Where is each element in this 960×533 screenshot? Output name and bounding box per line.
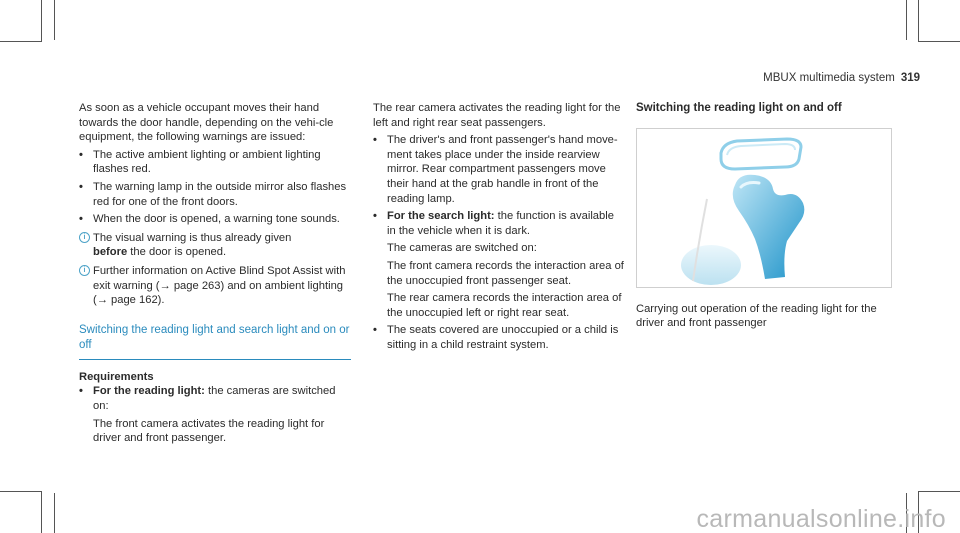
illustration-caption: Carrying out operation of the reading light for the driver and front passenger <box>636 302 877 330</box>
note-further-info: i Further information on Active Blind Spot Assist with exit warning (→ page 263) and on ambient lighting (→ page 162). <box>79 264 351 308</box>
warning-list <box>79 148 351 227</box>
list-item: • For the search light: the function is available in the vehicle when it is dark. <box>373 210 614 237</box>
crop-mark <box>54 493 55 533</box>
crop-mark <box>0 41 42 42</box>
subsection-title: Switching the reading light on and off <box>636 102 842 114</box>
intro-paragraph: As soon as a vehicle occupant moves their hand towards the door handle, depending on the vehi-cle equipment, the following warnings are issued: <box>79 102 334 144</box>
rear-camera-area-paragraph: The rear camera records the interaction area of the unoccupied left or right rear seat. <box>387 292 622 319</box>
crop-mark <box>906 0 907 40</box>
requirements-title: Requirements <box>79 370 154 383</box>
list-item: • The driver's and front passenger's hand move-ment takes place under the inside rearview mirror. Rear compartment passengers move their hand at the grab handle in front of the reading lamp. <box>373 134 618 205</box>
info-icon: i <box>79 232 90 243</box>
condition-list <box>373 133 625 238</box>
page-number: 319 <box>900 72 920 84</box>
hand-gesture-illustration <box>637 129 891 287</box>
seat-list <box>373 323 625 352</box>
front-camera-paragraph: The front camera records the interaction area of the unoccupied front passenger seat. <box>387 259 624 287</box>
cameras-on-paragraph: The cameras are switched on: <box>387 242 537 255</box>
list-item: • The warning lamp in the outside mirror also flashes red for one of the front doors. <box>79 180 347 208</box>
crop-mark <box>41 0 42 42</box>
reading-light-illustration <box>636 128 892 288</box>
rear-camera-paragraph: The rear camera activates the reading light for the left and right rear seat passengers. <box>373 102 621 129</box>
requirements-paragraph: The front camera activates the reading light for driver and front passenger. <box>93 417 325 445</box>
list-item: • The seats covered are unoccupied or a child is sitting in a child restraint system. <box>373 324 619 351</box>
list-item: • For the reading light: the cameras are switched on: <box>79 385 336 412</box>
column-middle <box>373 101 625 356</box>
list-item: • The active ambient lighting or ambient lighting flashes red. <box>79 148 321 176</box>
hand-shape <box>733 174 805 278</box>
requirements-list <box>79 384 351 413</box>
crop-mark <box>41 491 42 533</box>
note-visual-warning: i The visual warning is thus already given before the door is opened. <box>79 231 351 260</box>
crop-mark <box>918 491 960 492</box>
info-icon: i <box>79 265 90 276</box>
crop-mark <box>918 41 960 42</box>
running-header <box>763 71 920 86</box>
list-item: • When the door is opened, a warning tone sounds. <box>79 213 340 226</box>
watermark: carmanualsonline.info <box>696 505 946 533</box>
header-title: MBUX multimedia system <box>763 72 895 84</box>
crop-mark <box>918 0 919 42</box>
section-title: Switching the reading light and search light and on or off <box>79 323 351 360</box>
column-right <box>636 101 898 331</box>
crop-mark <box>0 491 42 492</box>
crop-mark <box>54 0 55 40</box>
column-left <box>79 101 351 446</box>
